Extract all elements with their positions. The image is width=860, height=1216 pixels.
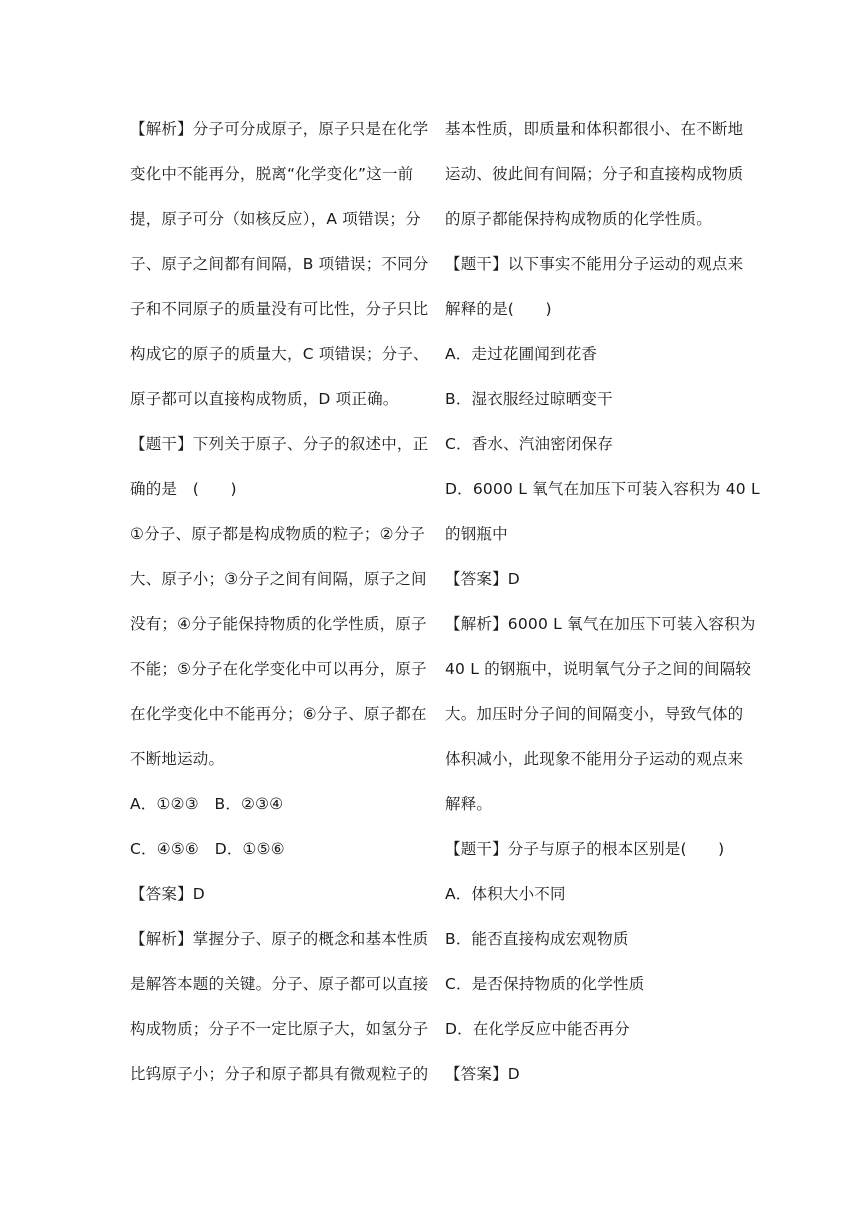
text-line: 【解析】6000 L 氧气在加压下可装入容积为 (445, 615, 756, 633)
text-line: 【答案】D (445, 1065, 520, 1083)
left-column (130, 109, 429, 1099)
text-line: 【题干】下列关于原子、分子的叙述中，正 (130, 435, 429, 453)
text-line: C．④⑤⑥ D．①⑤⑥ (130, 840, 285, 858)
text-line: 不断地运动。 (130, 750, 225, 768)
text-line: 大。加压时分子间的间隔变小，导致气体的 (445, 705, 744, 723)
right-column (445, 109, 760, 1099)
text-line: C．是否保持物质的化学性质 (445, 975, 645, 993)
text-line: 解释。 (445, 795, 493, 813)
text-line: 不能；⑤分子在化学变化中可以再分，原子 (130, 660, 427, 678)
text-line: C．香水、汽油密闭保存 (445, 435, 614, 453)
text-line: 确的是 ( ) (130, 480, 237, 498)
text-line: 解释的是( ) (445, 300, 552, 318)
text-line: 构成物质；分子不一定比原子大，如氢分子 (130, 1020, 429, 1038)
text-line: 【答案】D (445, 570, 520, 588)
text-line: 原子都可以直接构成物质，D 项正确。 (130, 390, 399, 408)
text-line: ①分子、原子都是构成物质的粒子；②分子 (130, 525, 426, 543)
text-line: 是解答本题的关键。分子、原子都可以直接 (130, 975, 429, 993)
text-line: 大、原子小；③分子之间有间隔，原子之间 (130, 570, 427, 588)
text-line: 变化中不能再分，脱离“化学变化”这一前 (130, 165, 414, 183)
text-line: 提，原子可分（如核反应），A 项错误；分 (130, 210, 421, 228)
text-line: 的钢瓶中 (445, 525, 508, 543)
text-line: A．走过花圃闻到花香 (445, 345, 598, 363)
text-line: 没有；④分子能保持物质的化学性质，原子 (130, 615, 427, 633)
text-line: 【解析】掌握分子、原子的概念和基本性质 (130, 930, 429, 948)
text-line: D．6000 L 氧气在加压下可装入容积为 40 L (445, 480, 760, 498)
text-line: 【答案】D (130, 885, 205, 903)
text-line: 的原子都能保持构成物质的化学性质。 (445, 210, 712, 228)
text-line: 运动、彼此间有间隔；分子和直接构成物质 (445, 165, 744, 183)
text-line: 体积减小，此现象不能用分子运动的观点来 (445, 750, 744, 768)
text-line: 比钨原子小；分子和原子都具有微观粒子的 (130, 1065, 429, 1083)
text-line: 在化学变化中不能再分；⑥分子、原子都在 (130, 705, 427, 723)
text-line: D．在化学反应中能否再分 (445, 1020, 630, 1038)
text-line: 【题干】以下事实不能用分子运动的观点来 (445, 255, 744, 273)
text-line: 【题干】分子与原子的根本区别是( ) (445, 840, 725, 858)
text-line: A．体积大小不同 (445, 885, 566, 903)
text-line: B．湿衣服经过晾晒变干 (445, 390, 613, 408)
text-line: 40 L 的钢瓶中，说明氧气分子之间的间隔较 (445, 660, 752, 678)
text-line: 子和不同原子的质量没有可比性，分子只比 (130, 300, 429, 318)
text-line: 构成它的原子的质量大，C 项错误；分子、 (130, 345, 429, 363)
text-line: 【解析】分子可分成原子，原子只是在化学 (130, 120, 429, 138)
text-line: 基本性质，即质量和体积都很小、在不断地 (445, 120, 744, 138)
text-line: A．①②③ B．②③④ (130, 795, 284, 813)
text-line: B．能否直接构成宏观物质 (445, 930, 629, 948)
text-line: 子、原子之间都有间隔，B 项错误；不同分 (130, 255, 429, 273)
